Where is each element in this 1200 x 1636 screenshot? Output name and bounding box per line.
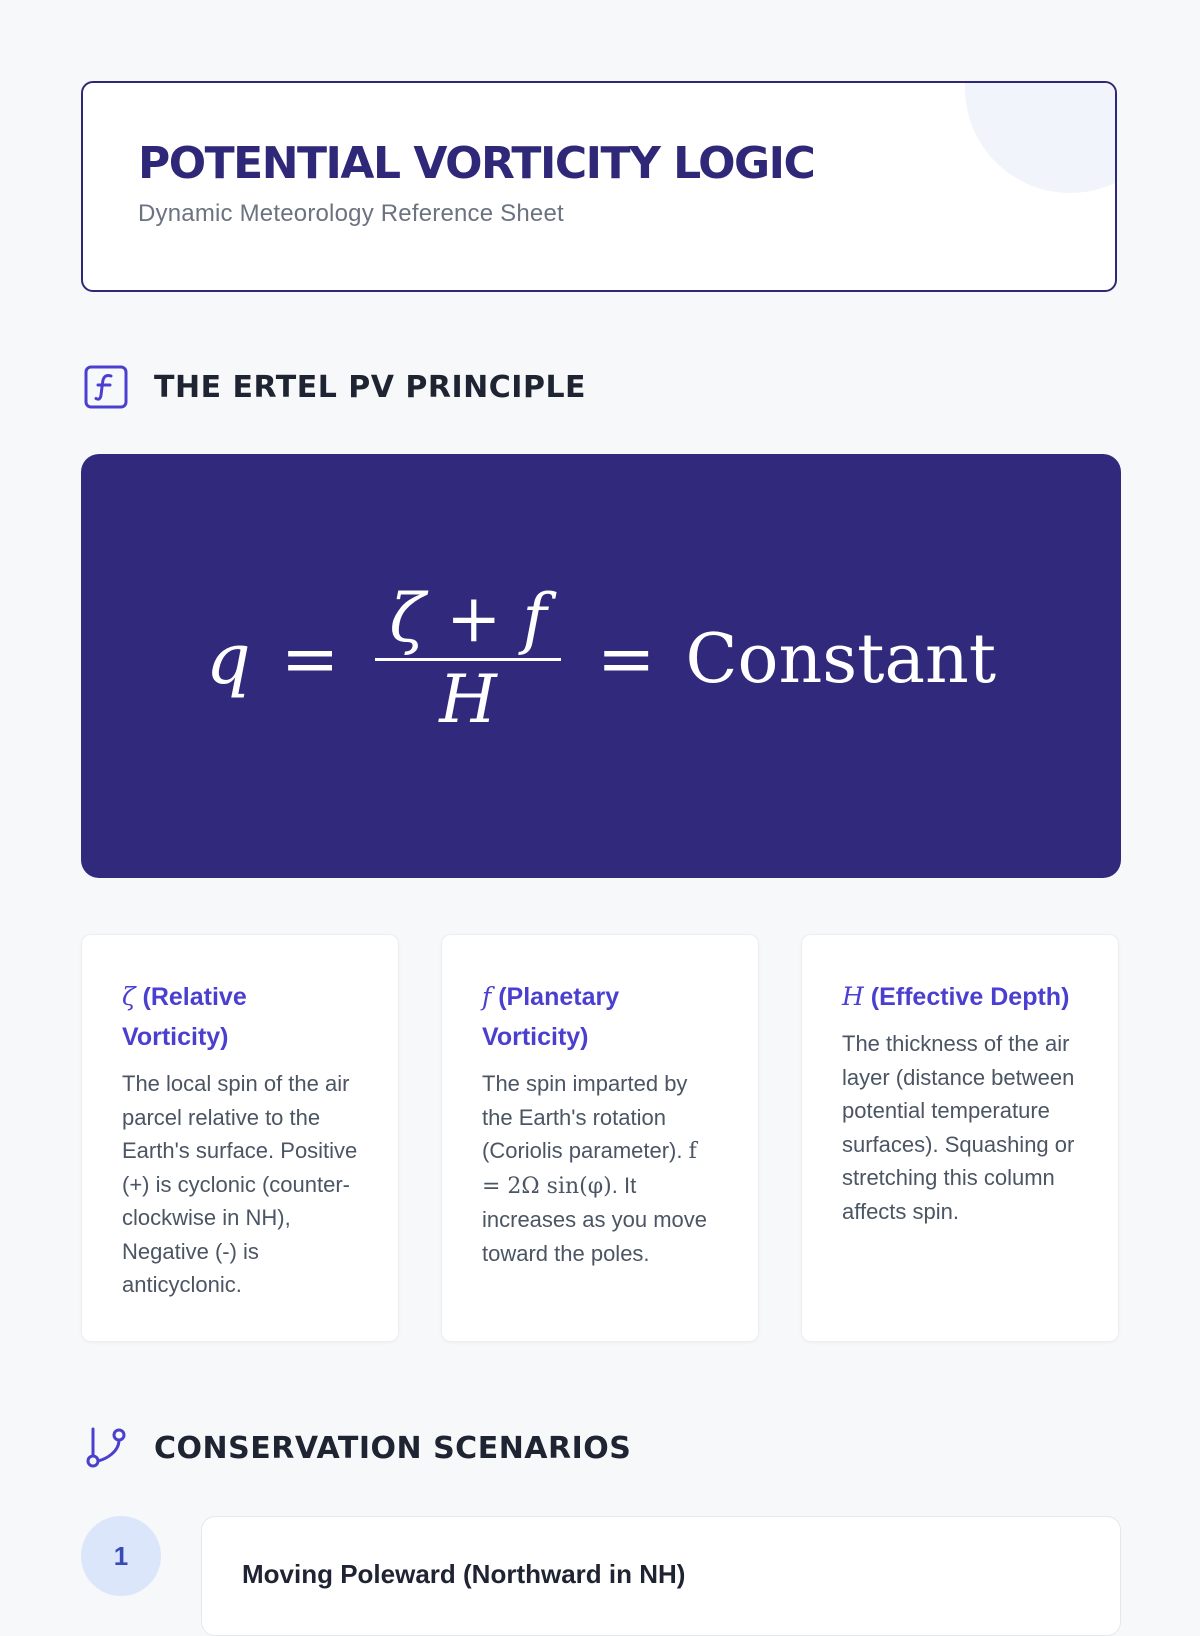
definition-text: The local spin of the air parcel relative to the Earth's surface. Positive (+) is cyclonic (counter-clockwise in NH), Negative (-) is anticyclonic.: [122, 1071, 358, 1297]
definition-label: (Relative Vorticity): [122, 983, 247, 1051]
coriolis-formula: f = 2Ω sin(φ): [482, 1139, 697, 1199]
header-card: [81, 81, 1117, 292]
definition-text-before: The spin imparted by the Earth's rotation (Coriolis parameter).: [482, 1071, 688, 1163]
definition-title: [842, 977, 1078, 1017]
section-title-pv: THE ERTEL PV PRINCIPLE: [154, 369, 587, 405]
definition-symbol: H: [842, 982, 864, 1011]
function-icon: [84, 365, 128, 409]
header-decoration: [965, 81, 1117, 193]
definition-card-planetary-vorticity: [441, 934, 759, 1342]
scenario-number-badge: 1: [81, 1516, 161, 1596]
definition-text: [482, 1067, 718, 1270]
formula-numerator: ζ + f: [389, 579, 547, 657]
formula-denominator: H: [439, 660, 497, 738]
section-header-conservation: [84, 1426, 631, 1470]
definition-symbol: f: [482, 982, 492, 1011]
definition-text: The thickness of the air layer (distance between potential temperature surfaces). Squashing or stretching this column affects spin.: [842, 1031, 1075, 1224]
page-subtitle: Dynamic Meteorology Reference Sheet: [138, 200, 564, 227]
formula-equals: =: [280, 618, 340, 700]
definition-title: [482, 977, 718, 1057]
formula-constant: Constant: [685, 619, 997, 699]
scenario-card: [201, 1516, 1121, 1636]
page-title: POTENTIAL VORTICITY LOGIC: [138, 138, 815, 189]
definition-card-relative-vorticity: [81, 934, 399, 1342]
pv-formula: [81, 579, 1121, 738]
branch-icon: [84, 1426, 128, 1470]
definition-text-after: . It increases as you move toward the poles.: [482, 1172, 707, 1266]
formula-panel: [81, 454, 1121, 878]
formula-q: q: [205, 618, 251, 700]
scenario-title: Moving Poleward (Northward in NH): [242, 1559, 686, 1589]
section-header-pv: [84, 365, 586, 409]
section-title-conservation: CONSERVATION SCENARIOS: [154, 1430, 632, 1466]
definition-symbol: ζ: [122, 982, 136, 1011]
definition-label: (Effective Depth): [870, 983, 1070, 1011]
definition-card-effective-depth: [801, 934, 1119, 1342]
formula-fraction: [375, 579, 560, 738]
definition-label: (Planetary Vorticity): [482, 983, 620, 1051]
definition-title: [122, 977, 358, 1057]
formula-equals-2: =: [596, 618, 656, 700]
